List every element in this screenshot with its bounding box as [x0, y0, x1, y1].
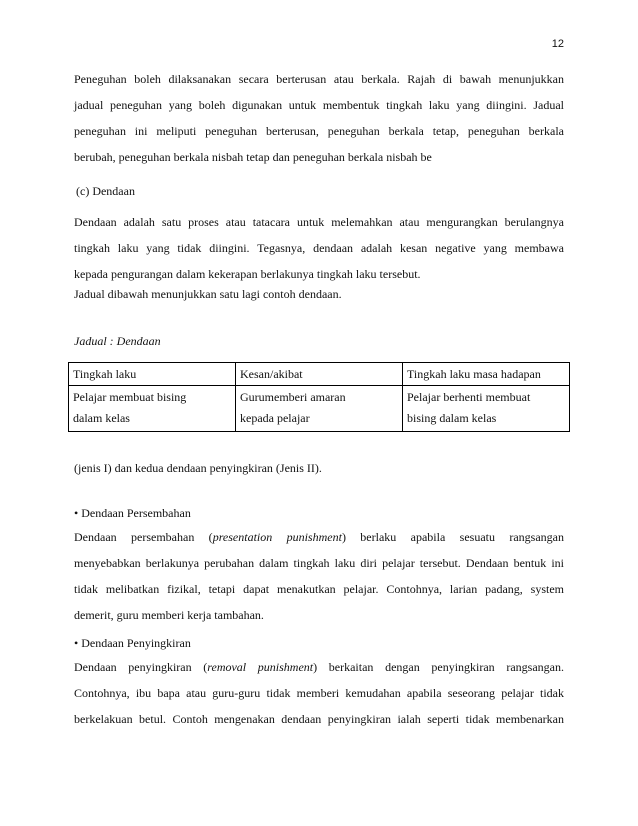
section-heading-dendaan: (c) Dendaan [76, 184, 135, 198]
text-line: tidak melibatkan fizikal, tetapi dapat menakutkan pelajar. Contohnya, larian padang, system [74, 582, 564, 596]
section-heading-persembahan: • Dendaan Persembahan [74, 506, 191, 520]
text-line: berkelakuan betul. Contoh mengenakan dendaan penyingkiran ialah seperti tidak membenarkan [74, 712, 564, 726]
text-line: Jadual dibawah menunjukkan satu lagi contoh dendaan. [74, 287, 342, 301]
cell-line: dalam kelas [73, 411, 130, 425]
paragraph-penyingkiran [74, 654, 564, 732]
cell-line: bising dalam kelas [407, 411, 497, 425]
italic-term: removal punishment [207, 660, 314, 674]
text-segment: Dendaan penyingkiran ( [74, 660, 208, 674]
paragraph-dendaan [74, 209, 564, 307]
table-cell [236, 386, 403, 432]
text-line: Contohnya, ibu bapa atau guru-guru tidak memberi kemudahan apabila seseorang pelajar tidak [74, 686, 564, 700]
dendaan-table [68, 362, 570, 432]
table-header-cell: Tingkah laku masa hadapan [403, 363, 570, 386]
table-cell [403, 386, 570, 432]
text-line: Dendaan adalah satu proses atau tatacara untuk melemahkan atau mengurangkan berulangnya [74, 215, 564, 229]
text-line: peneguhan ini meliputi peneguhan berterusan, peneguhan berkala tetap, peneguhan berkala [74, 124, 564, 138]
text-line: tingkah laku yang tidak diingini. Tegasnya, dendaan adalah kesan negative yang membawa [74, 241, 564, 255]
cell-line: Gurumemberi amaran [240, 390, 346, 404]
paragraph-peneguhan [74, 66, 564, 170]
text-segment: Dendaan persembahan ( [74, 530, 213, 544]
paragraph-persembahan [74, 524, 564, 628]
page-number: 12 [551, 38, 564, 50]
cell-line: Pelajar berhenti membuat [407, 390, 531, 404]
text-line: berubah, peneguhan berkala nisbah tetap dan peneguhan berkala nisbah be [74, 150, 432, 164]
table-header-cell: Kesan/akibat [236, 363, 403, 386]
text-line: kepada pengurangan dalam kekerapan berlakunya tingkah laku tersebut. [74, 267, 421, 281]
table-header-cell: Tingkah laku [69, 363, 236, 386]
cell-line: Pelajar membuat bising [73, 390, 187, 404]
text-segment: ) berkaitan dengan penyingkiran rangsangan. [313, 660, 564, 674]
table-header-row [69, 363, 570, 386]
table-row [69, 386, 570, 432]
cell-line: kepada pelajar [240, 411, 310, 425]
text-segment: ) berlaku apabila sesuatu rangsangan [341, 530, 564, 544]
text-line [74, 654, 564, 680]
text-line: menyebabkan berlakunya perubahan dalam tingkah laku diri pelajar tersebut. Dendaan bentuk ini [74, 556, 564, 570]
section-heading-penyingkiran: • Dendaan Penyingkiran [74, 636, 191, 650]
table-cell [69, 386, 236, 432]
table-caption: Jadual : Dendaan [74, 334, 161, 348]
text-line [74, 524, 564, 550]
paragraph-jenis: (jenis I) dan kedua dendaan penyingkiran (Jenis II). [74, 461, 322, 475]
text-line: demerit, guru memberi kerja tambahan. [74, 608, 264, 622]
italic-term: presentation punishment [212, 530, 342, 544]
text-line: jadual peneguhan yang boleh digunakan untuk membentuk tingkah laku yang diingini. Jadual [74, 98, 564, 112]
text-line: Peneguhan boleh dilaksanakan secara berterusan atau berkala. Rajah di bawah menunjukkan [74, 72, 564, 86]
